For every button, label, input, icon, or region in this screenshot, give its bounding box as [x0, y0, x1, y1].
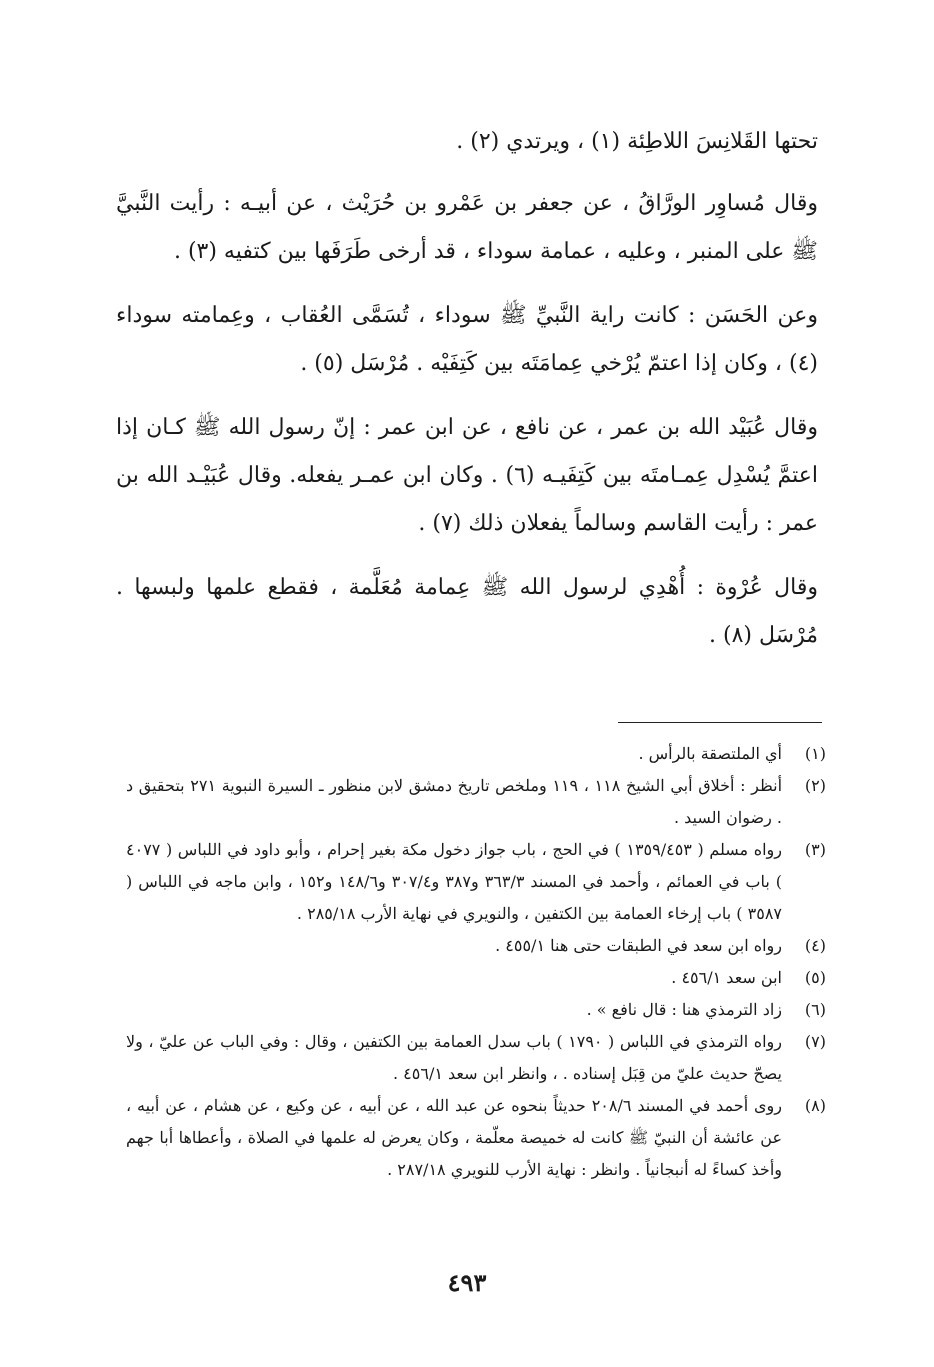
- footnote-number: (١): [804, 744, 826, 763]
- paragraph: وقال عُبَيْد الله بن عمر ، عن نافع ، عن ابن عمر : إنّ رسول الله ﷺ كـان إذا اعتمَّ يُسْدِل عِمـامتَه بين كَتِفَيـه (٦) . وكان ابن عمـر يفعله. وقال عُبَيْـد الله بن عمر : رأيت القاسم وسالماً يفعلان ذلك (٧) .: [116, 415, 818, 536]
- page-number: ٤٩٣: [447, 1268, 487, 1297]
- footnote: [126, 834, 826, 930]
- footnote-text: روى أحمد في المسند ٢٠٨/٦ حديثاً بنحوه عن عبد الله ، عن أبيه ، عن وكيع ، عن هشام ، عن أبيه ، عن عائشة أن النبيّ ﷺ كانت له خميصة معلّمة ، وكان يعرض له علمها في الصلاة ، وأعطاها أبا جهم وأخذ كساءً له أنبجانياً . وانظر : نهاية الأرب للنويري ٢٨٧/١٨ .: [126, 1096, 782, 1179]
- footnote-separator: [618, 722, 822, 723]
- footnote: [126, 770, 826, 834]
- footnote-number: (٦): [804, 1000, 826, 1019]
- footnote: [126, 962, 826, 994]
- footnote-text: أي الملتصقة بالرأس .: [638, 744, 782, 763]
- paragraph: وقال مُساوِر الورَّاقُ ، عن جعفر بن عَمْرو بن حُرَيْث ، عن أبيـه : رأيت النَّبيَّ ﷺ على المنبر ، وعليه ، عمامة سوداء ، قد أرخى طَرَفَها بين كتفيه (٣) .: [116, 191, 818, 264]
- paragraph: تحتها القَلانِسَ اللاطِئة (١) ، ويرتدي (٢) .: [456, 129, 818, 154]
- footnote-text: رواه الترمذي في اللباس ( ١٧٩٠ ) باب سدل العمامة بين الكتفين ، وقال : وفي الباب عن عليّ ، ولا يصحّ حديث عليّ من قِبَل إسناده . ، وانظر ابن سعد ٤٥٦/١ .: [126, 1032, 783, 1083]
- footnote-text: رواه مسلم ( ١٣٥٩/٤٥٣ ) في الحج ، باب جواز دخول مكة بغير إحرام ، وأبو داود في اللباس ( ٤٠٧٧ ) باب في العمائم ، وأحمد في المسند ٣٦٣/٣ و٣٨٧ و٣٠٧/٤ و١٤٨/٦ و١٥٢ ، وابن ماجه في اللباس ( ٣٥٨٧ ) باب إرخاء العمامة بين الكتفين ، والنويري في نهاية الأرب ٢٨٥/١٨ .: [126, 840, 783, 923]
- footnote-text: ابن سعد ٤٥٦/١ .: [671, 968, 782, 987]
- footnote-text: زاد الترمذي هنا : قال نافع » .: [586, 1000, 782, 1019]
- footnote: [126, 738, 826, 770]
- footnote-number: (٧): [804, 1032, 826, 1051]
- footnote-text: رواه ابن سعد في الطبقات حتى هنا ٤٥٥/١ .: [495, 936, 782, 955]
- footnote: [126, 994, 826, 1026]
- footnotes: [126, 738, 826, 1186]
- paragraph: وقال عُرْوة : أُهْدِي لرسول الله ﷺ عِمامة مُعَلَّمة ، فقطع علمها ولبسها . مُرْسَل (٨) .: [116, 575, 818, 648]
- footnote-number: (٥): [804, 968, 826, 987]
- main-text: [116, 118, 818, 676]
- footnote: [126, 1026, 826, 1090]
- footnote-number: (٤): [804, 936, 826, 955]
- footnote-number: (٢): [804, 776, 826, 795]
- footnote-number: (٣): [804, 840, 826, 859]
- paragraph: وعن الحَسَن : كانت راية النَّبيِّ ﷺ سوداء ، تُسَمَّى العُقاب ، وعِمامته سوداء (٤) ، وكان إذا اعتمّ يُرْخي عِمامَتَه بين كَتِفَيْه . مُرْسَل (٥) .: [116, 303, 818, 376]
- footnote: [126, 1090, 826, 1186]
- footnote-number: (٨): [804, 1096, 826, 1115]
- footnote-text: أنظر : أخلاق أبي الشيخ ١١٨ ، ١١٩ وملخص تاريخ دمشق لابن منظور ـ السيرة النبوية ٢٧١ بتحقيق د . رضوان السيد .: [126, 776, 783, 827]
- footnote: [126, 930, 826, 962]
